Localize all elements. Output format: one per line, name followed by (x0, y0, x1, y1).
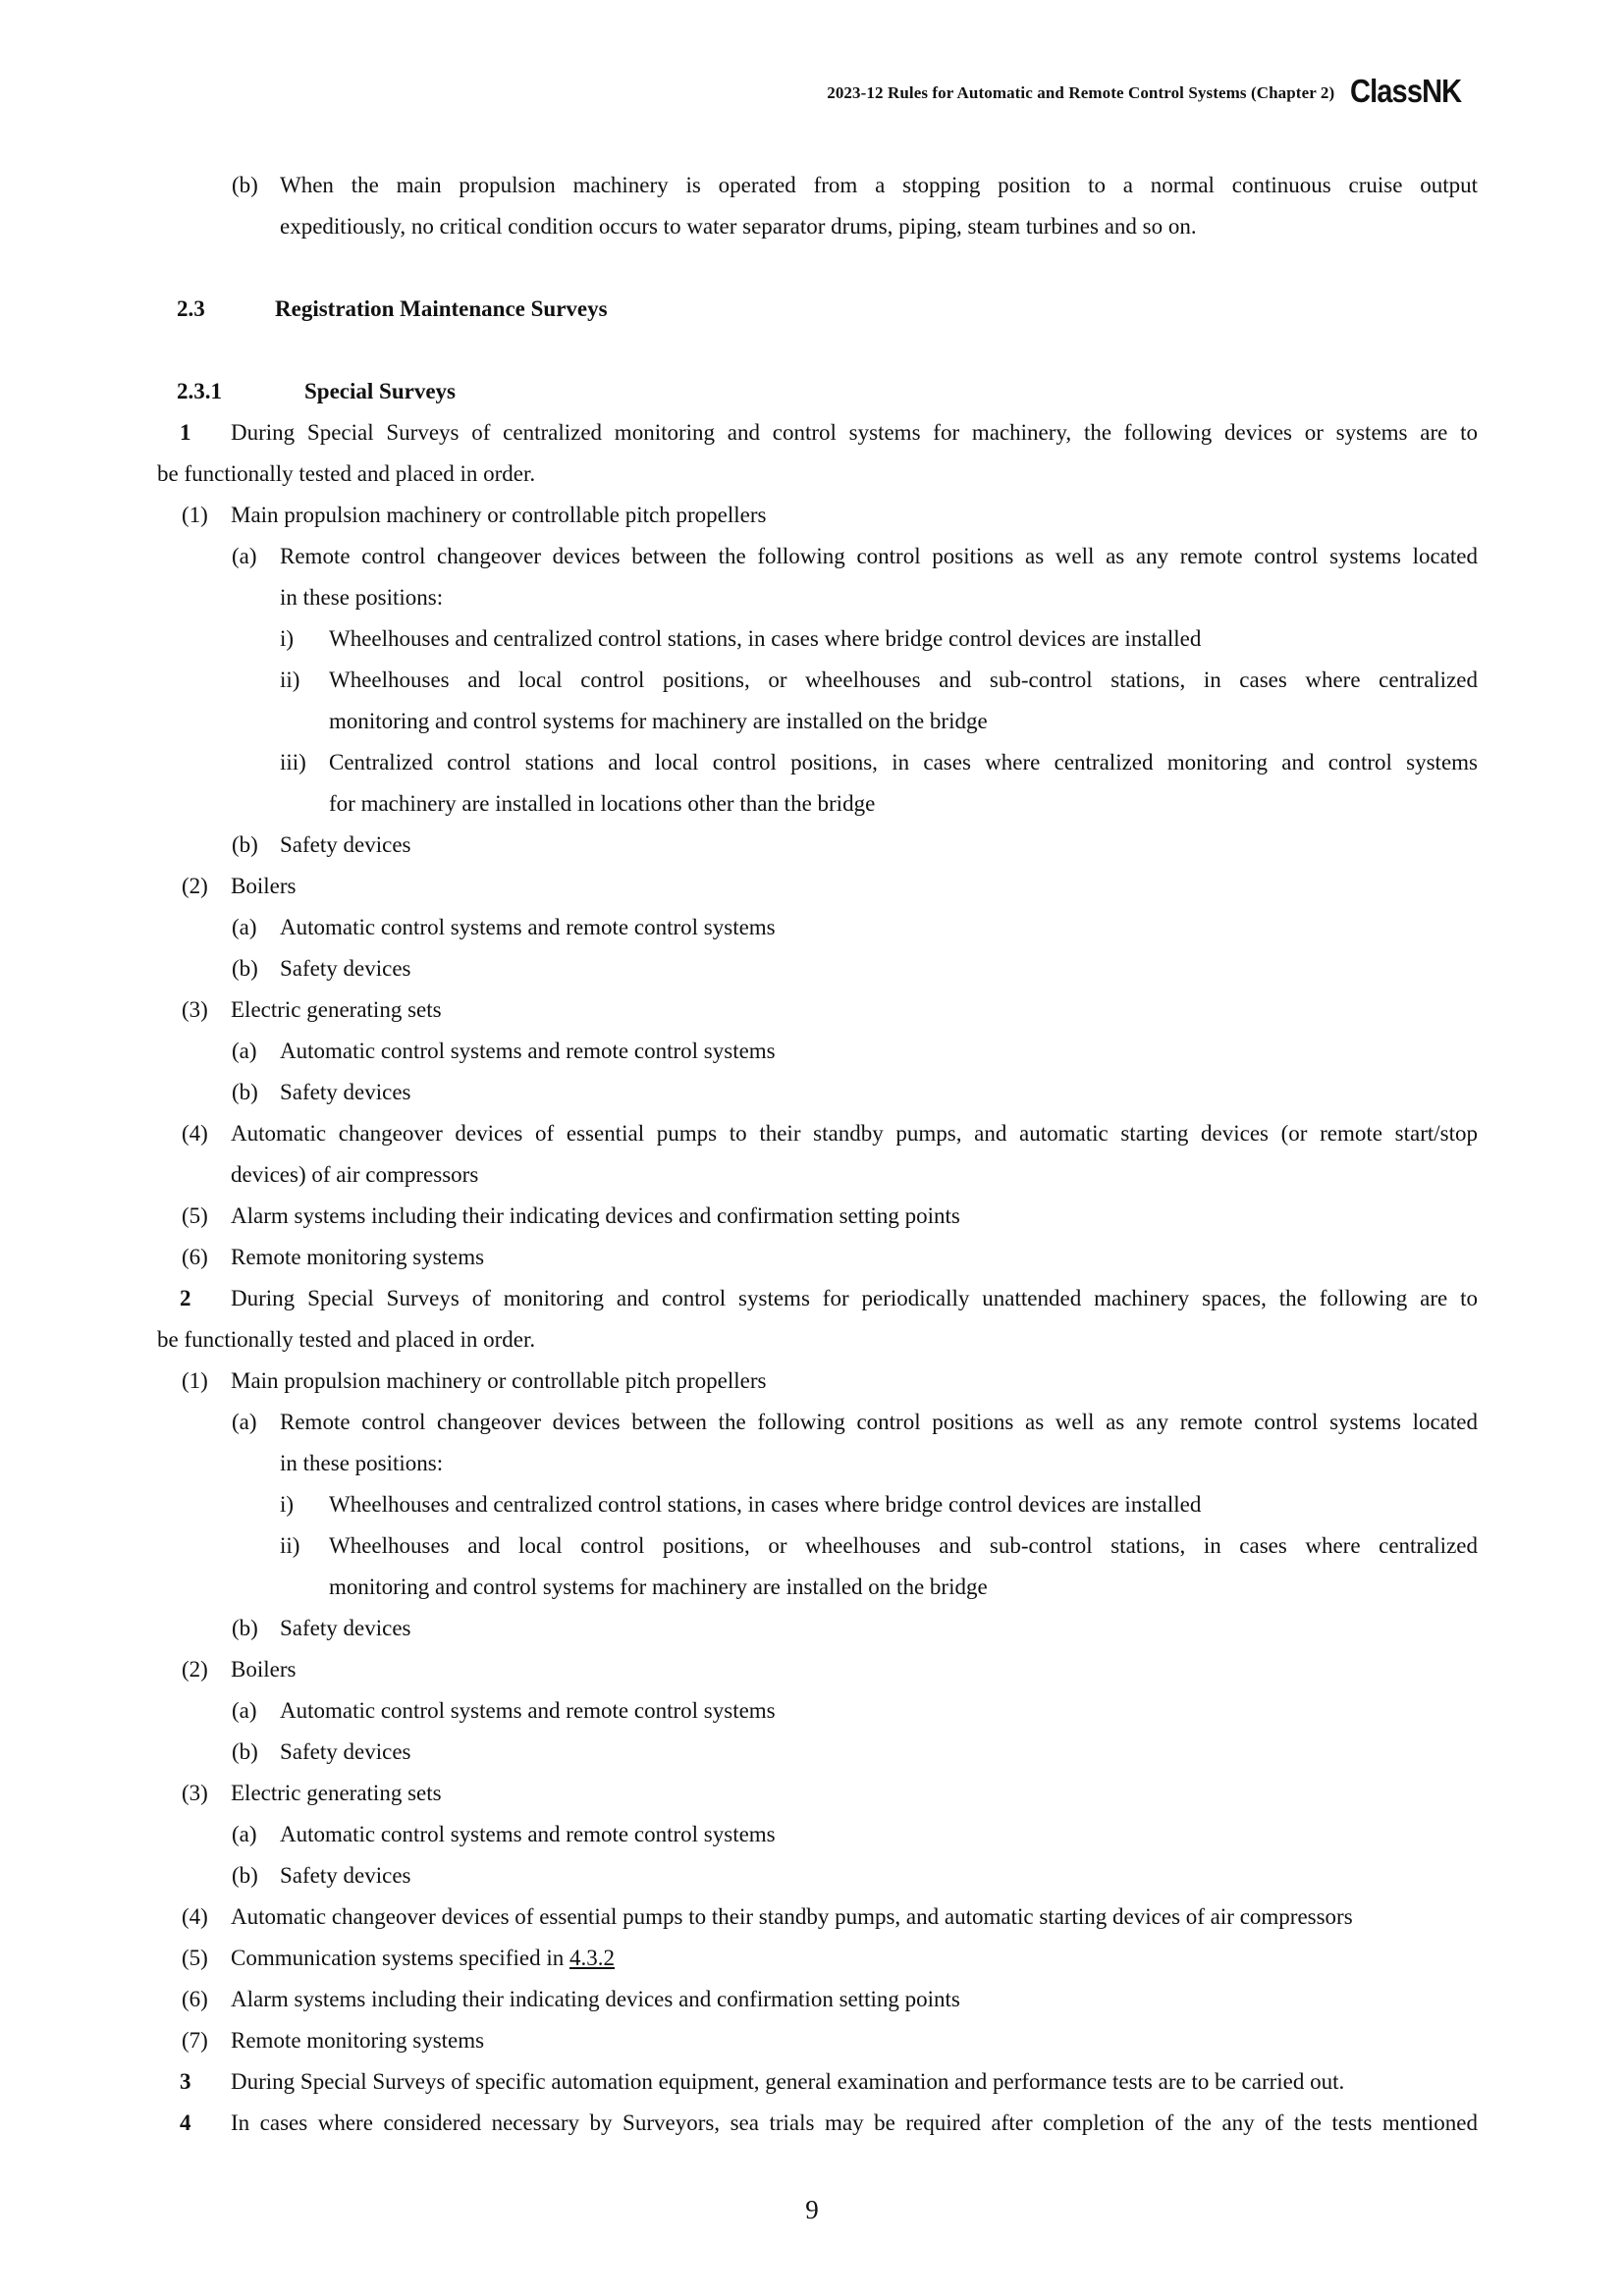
list-item: (5) Alarm systems including their indicating devices and confirmation setting points (182, 1203, 960, 1228)
list-item-continuation: in these positions: (280, 1451, 444, 1475)
list-item: (5) Communication systems specified in 4.3.2 (182, 1946, 615, 1970)
list-item: (2) Boilers (182, 874, 297, 898)
page-number: 9 (805, 2195, 819, 2224)
list-item: (4) Automatic changeover devices of essential pumps to their standby pumps, and automatic starting devices of air compressors (182, 1904, 1353, 1929)
list-item: (a) Automatic control systems and remote control systems (232, 1698, 776, 1723)
list-item: (3) Electric generating sets (182, 997, 442, 1022)
list-item: (b) Safety devices (232, 832, 411, 857)
list-item: iii) Centralized control stations and local control positions, in cases where centralized monitoring and control systems (280, 750, 1478, 774)
list-item: (1) Main propulsion machinery or controllable pitch propellers (182, 1368, 767, 1393)
list-item: (a) Automatic control systems and remote control systems (232, 1039, 776, 1063)
list-item: (b) Safety devices (232, 956, 411, 981)
top-item-b-line2: expeditiously, no critical condition occurs to water separator drums, piping, steam turbines and so on. (280, 214, 1197, 239)
list-item: (a) Automatic control systems and remote control systems (232, 1822, 776, 1846)
paragraph-4: 4 In cases where considered necessary by Surveyors, sea trials may be required after completion of the any of the tests mentioned (231, 2103, 1478, 2144)
list-item: (6) Remote monitoring systems (182, 1245, 485, 1269)
list-item-continuation: for machinery are installed in locations other than the bridge (329, 791, 876, 816)
subsection-number: 2.3.1 (177, 379, 222, 403)
top-item-b-line1: (b) When the main propulsion machinery is operated from a stopping position to a normal continuous cruise output (280, 165, 1478, 206)
list-item: i) Wheelhouses and centralized control stations, in cases where bridge control devices are installed (280, 1492, 1202, 1517)
section-heading (157, 289, 1478, 330)
list-item-continuation: monitoring and control systems for machinery are installed on the bridge (329, 1575, 988, 1599)
header-title: 2023-12 Rules for Automatic and Remote Control Systems (Chapter 2) (827, 83, 1335, 102)
list-item-continuation: in these positions: (280, 585, 444, 610)
paragraph-number: 4 (180, 2110, 191, 2135)
list-item: i) Wheelhouses and centralized control stations, in cases where bridge control devices are installed (280, 626, 1202, 651)
list-item: (b) Safety devices (232, 1080, 411, 1104)
list-item: (a) Remote control changeover devices between the following control positions as well as any remote control systems located (232, 544, 1478, 568)
classnk-logo: ClassNK (1350, 73, 1462, 109)
list-item-continuation: devices) of air compressors (231, 1162, 479, 1187)
list-item: (2) Boilers (182, 1657, 297, 1682)
paragraph-3: 3 During Special Surveys of specific automation equipment, general examination and performance tests are to be carried out. (231, 2061, 1478, 2103)
paragraph-number: 3 (180, 2069, 191, 2094)
paragraph-number: 2 (180, 1286, 191, 1310)
page-header (827, 73, 1477, 110)
paragraph-2-line1: 2 During Special Surveys of monitoring and control systems for periodically unattended machinery spaces, the following are to (231, 1278, 1478, 1319)
list-item: (4) Automatic changeover devices of essential pumps to their standby pumps, and automatic starting devices (or remote start/stop (182, 1121, 1478, 1146)
paragraph-2-line2: be functionally tested and placed in order. (157, 1327, 536, 1352)
list-item: (6) Alarm systems including their indicating devices and confirmation setting points (182, 1987, 960, 2011)
list-item-continuation: monitoring and control systems for machinery are installed on the bridge (329, 709, 988, 733)
list-item: (1) Main propulsion machinery or controllable pitch propellers (182, 503, 767, 527)
paragraph-1-line1: 1 During Special Surveys of centralized monitoring and control systems for machinery, the following devices or systems are to (231, 412, 1478, 454)
subsection-heading (157, 371, 1478, 412)
subsection-title: Special Surveys (304, 379, 456, 403)
list-label: (b) (232, 173, 258, 197)
section-title: Registration Maintenance Surveys (275, 296, 608, 321)
paragraph-number: 1 (180, 420, 191, 445)
list-item: (3) Electric generating sets (182, 1781, 442, 1805)
list-item: (b) Safety devices (232, 1739, 411, 1764)
list-item: (b) Safety devices (232, 1863, 411, 1888)
document-body (157, 165, 1478, 2144)
list-item: (b) Safety devices (232, 1616, 411, 1640)
list-item: (a) Automatic control systems and remote control systems (232, 915, 776, 939)
reference-link-4-3-2[interactable]: 4.3.2 (568, 1946, 615, 1970)
list-item: ii) Wheelhouses and local control positions, or wheelhouses and sub-control stations, in cases where centralized (280, 1533, 1478, 1558)
list-item: (7) Remote monitoring systems (182, 2028, 485, 2053)
list-item: (a) Remote control changeover devices between the following control positions as well as any remote control systems located (232, 1410, 1478, 1434)
paragraph-1-line2: be functionally tested and placed in order. (157, 461, 536, 486)
list-item: ii) Wheelhouses and local control positions, or wheelhouses and sub-control stations, in cases where centralized (280, 667, 1478, 692)
section-number: 2.3 (177, 296, 205, 321)
